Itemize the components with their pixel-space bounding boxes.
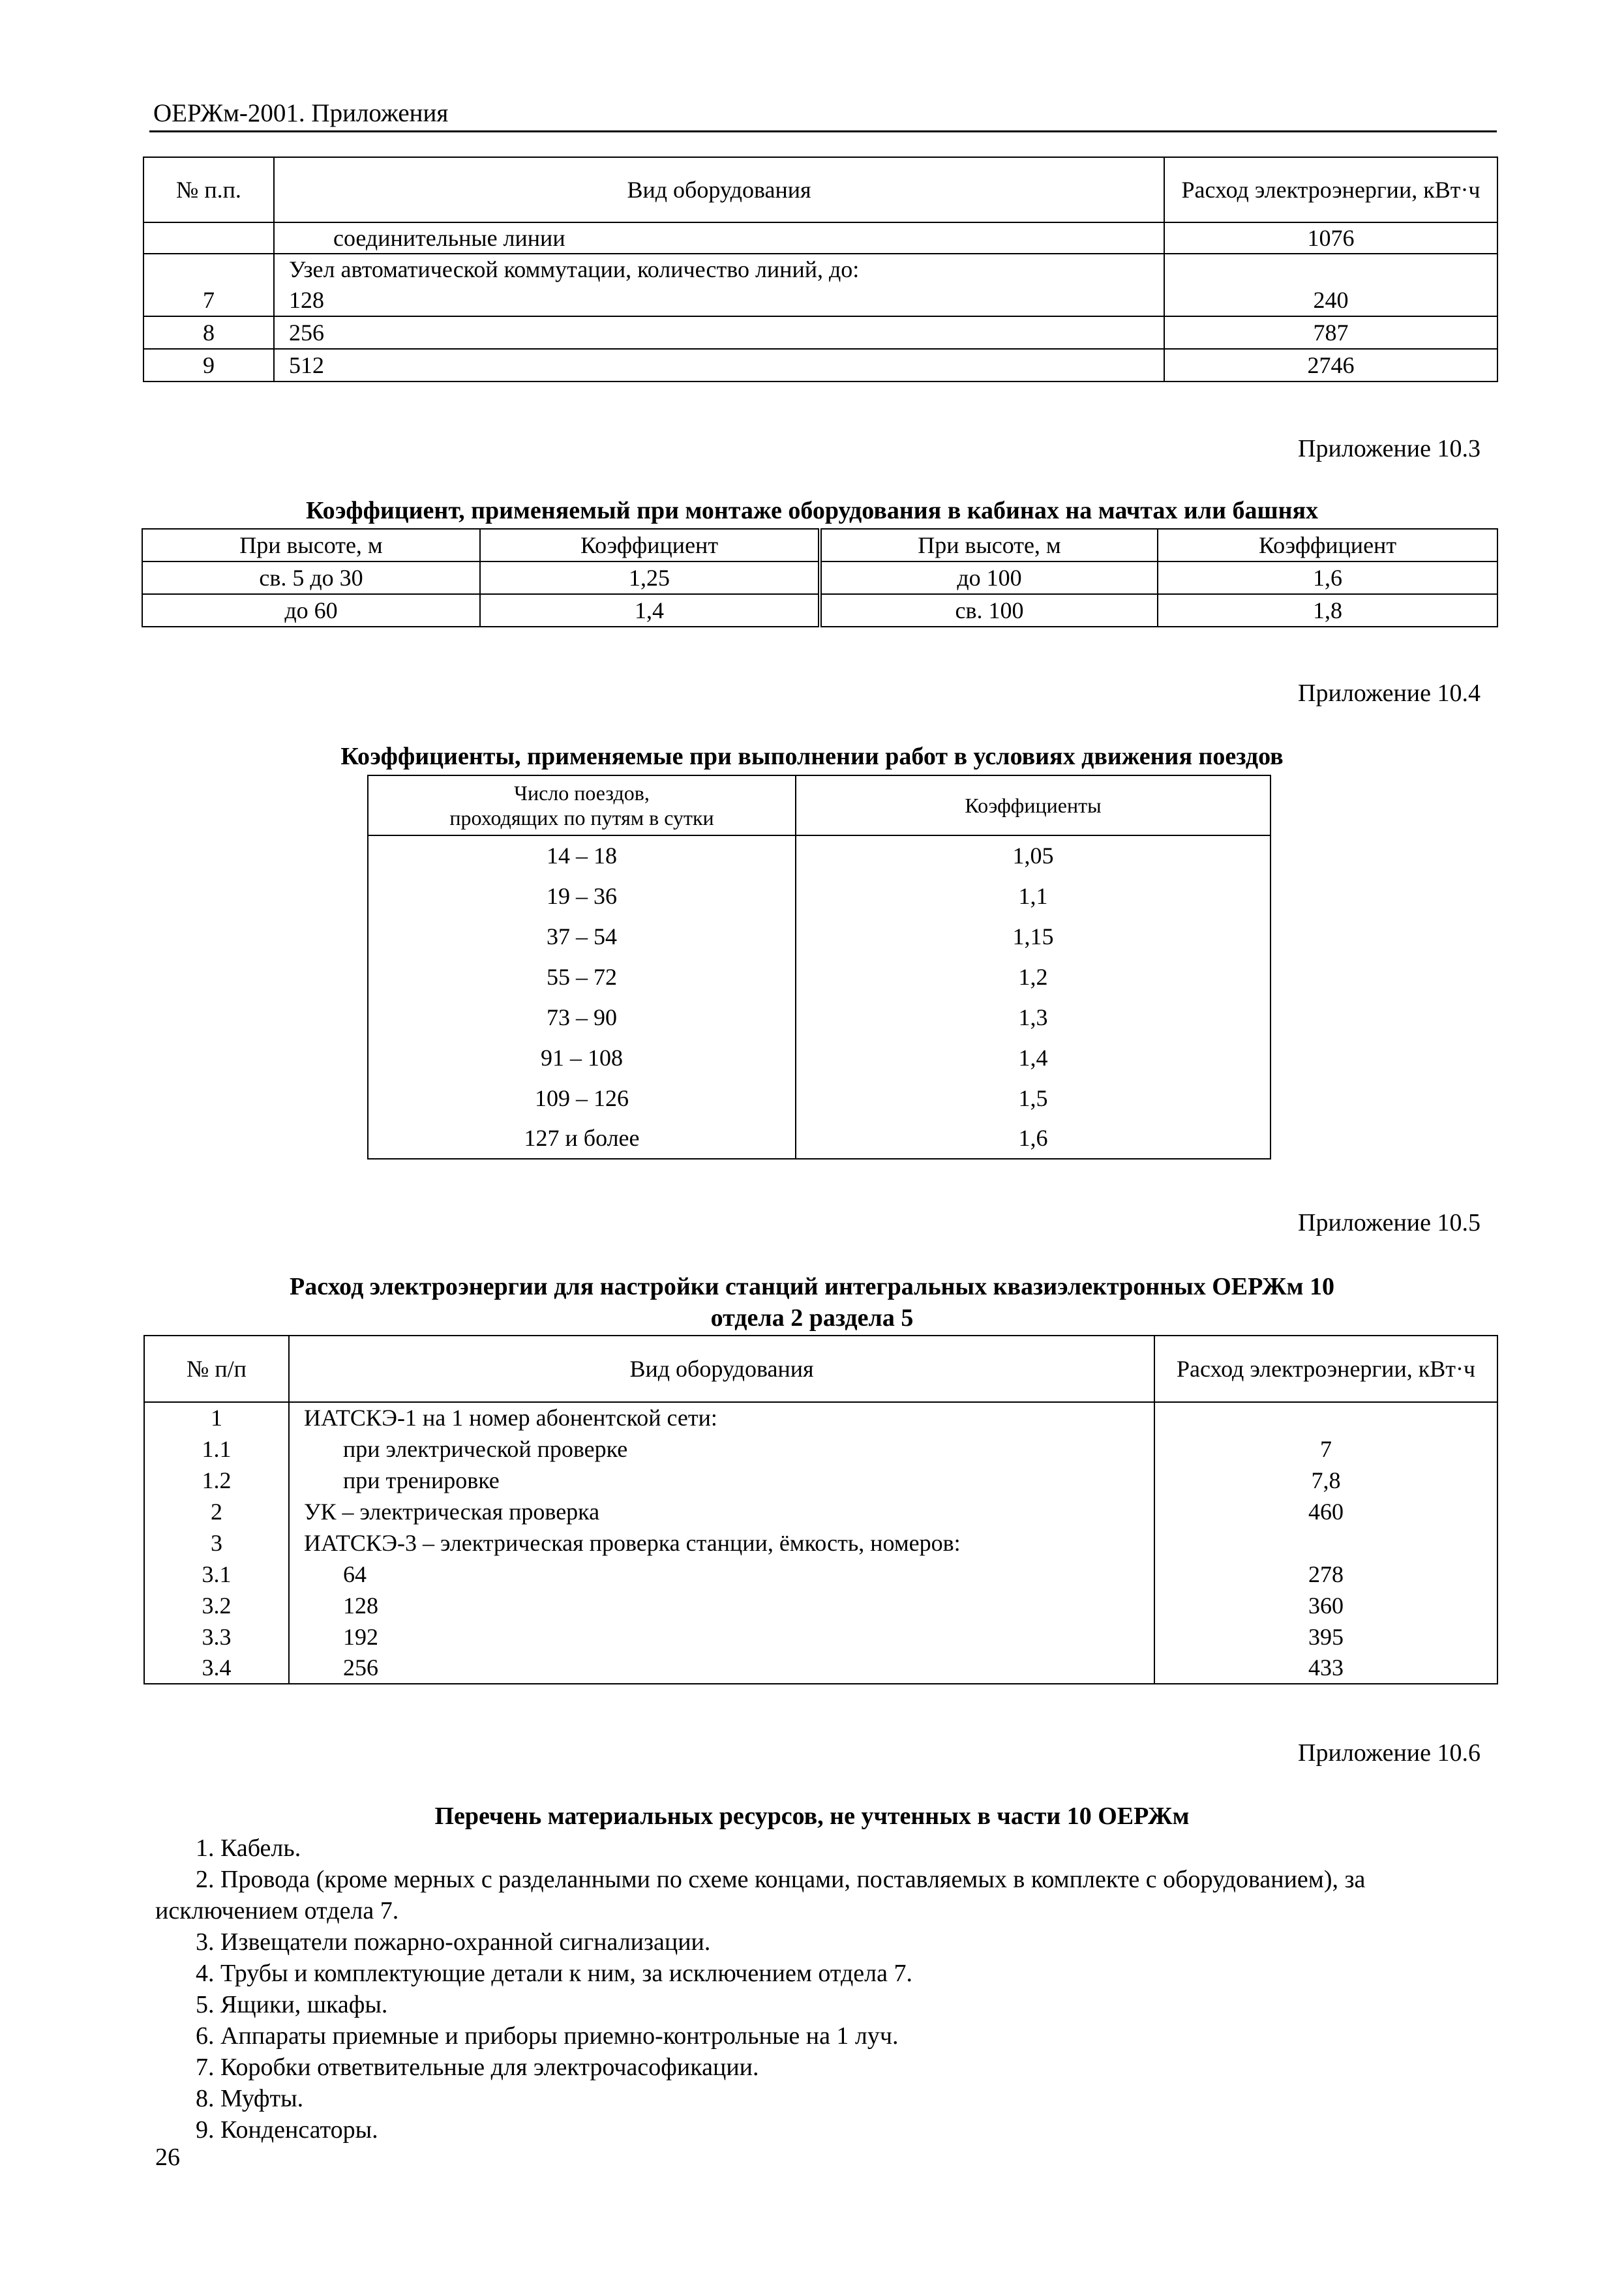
header-number: № п/п	[144, 1336, 289, 1402]
header-number: № п.п.	[143, 157, 274, 222]
table-row: 19 – 36 1,1	[368, 876, 1271, 916]
table-row: 1.2 при тренировке 7,8	[144, 1465, 1497, 1496]
running-header: ОЕРЖм-2001. Приложения	[153, 99, 449, 127]
table-row: 37 – 54 1,15	[368, 916, 1271, 957]
table-row: 91 – 108 1,4	[368, 1038, 1271, 1078]
list-item: 8. Муфты.	[196, 2085, 304, 2112]
page-number: 26	[155, 2144, 180, 2171]
table-title-line2: отдела 2 раздела 5	[710, 1304, 914, 1332]
header-energy: Расход электроэнергии, кВт·ч	[1154, 1336, 1497, 1402]
table-row: 3 ИАТСКЭ-3 – электрическая проверка станции, ёмкость, номеров:	[144, 1527, 1497, 1559]
list-item: 9. Конденсаторы.	[196, 2116, 378, 2144]
table-row: 3.4 256 433	[144, 1653, 1497, 1684]
table-row: 73 – 90 1,3	[368, 997, 1271, 1038]
appendix-label: Приложение 10.6	[1298, 1739, 1481, 1767]
header-train-count: Число поездов, проходящих по путям в сутки	[368, 775, 796, 835]
header-energy: Расход электроэнергии, кВт·ч	[1164, 157, 1497, 222]
list-item: 5. Ящики, шкафы.	[196, 1991, 388, 2018]
table-row: 2 УК – электрическая проверка 460	[144, 1496, 1497, 1527]
header-equipment: Вид оборудования	[289, 1336, 1154, 1402]
table-title: Коэффициент, применяемый при монтаже оборудования в кабинах на мачтах или башнях	[305, 497, 1319, 524]
list-item: 2. Провода (кроме мерных с разделанными по схеме концами, поставляемых в комплекте с оборудованием), за исключением отдела 7.	[155, 1866, 1366, 1924]
list-item: 4. Трубы и комплектующие детали к ним, за исключением отдела 7.	[196, 1960, 912, 1987]
table-row: 1.1 при электрической проверке 7	[144, 1433, 1497, 1465]
header-height: При высоте, м	[820, 529, 1158, 561]
table-row: 3.1 64 278	[144, 1559, 1497, 1590]
header-coefficient: Коэффициент	[480, 529, 820, 561]
appendix-label: Приложение 10.3	[1298, 435, 1481, 462]
appendix-label: Приложение 10.5	[1298, 1209, 1481, 1236]
header-equipment: Вид оборудования	[274, 157, 1164, 222]
table-row: Узел автоматической коммутации, количество линий, до:	[143, 254, 1497, 285]
train-traffic-coefficient-table	[367, 775, 1271, 1159]
appendix-label: Приложение 10.4	[1298, 680, 1481, 707]
equipment-table-continued	[143, 157, 1498, 382]
header-coefficient: Коэффициент	[1158, 529, 1497, 561]
list-item: 7. Коробки ответвительные для электрочасофикации.	[196, 2054, 759, 2081]
table-row: св. 5 до 30 1,25 до 100 1,6	[142, 561, 1497, 594]
table-row: 109 – 126 1,5	[368, 1078, 1271, 1118]
table-row: 1 ИАТСКЭ-1 на 1 номер абонентской сети:	[144, 1402, 1497, 1433]
header-height: При высоте, м	[142, 529, 480, 561]
table-title: Коэффициенты, применяемые при выполнении работ в условиях движения поездов	[340, 743, 1284, 770]
table-row: 3.3 192 395	[144, 1621, 1497, 1653]
table-row: 55 – 72 1,2	[368, 957, 1271, 997]
header-coefficients: Коэффициенты	[796, 775, 1271, 835]
resource-list	[155, 1833, 1492, 2146]
table-row: 8 256 787	[143, 316, 1497, 349]
mast-coefficient-table	[142, 528, 1498, 627]
list-item: 6. Аппараты приемные и приборы приемно-контрольные на 1 луч.	[196, 2022, 899, 2050]
list-item: 3. Извещатели пожарно-охранной сигнализации.	[196, 1928, 711, 1956]
list-item: 1. Кабель.	[196, 1834, 301, 1862]
table-row: 3.2 128 360	[144, 1590, 1497, 1621]
table-row: соединительные линии 1076	[143, 222, 1497, 254]
table-row: 7 128 240	[143, 285, 1497, 316]
header-rule	[149, 130, 1497, 132]
list-title: Перечень материальных ресурсов, не учтенных в части 10 ОЕРЖм	[434, 1803, 1190, 1830]
table-row: 14 – 18 1,05	[368, 835, 1271, 876]
table-row: 127 и более 1,6	[368, 1118, 1271, 1159]
table-row: 9 512 2746	[143, 349, 1497, 382]
table-title: Расход электроэнергии для настройки станций интегральных квазиэлектронных ОЕРЖм 10	[290, 1273, 1334, 1300]
table-row: до 60 1,4 св. 100 1,8	[142, 594, 1497, 627]
station-energy-table	[143, 1335, 1498, 1684]
